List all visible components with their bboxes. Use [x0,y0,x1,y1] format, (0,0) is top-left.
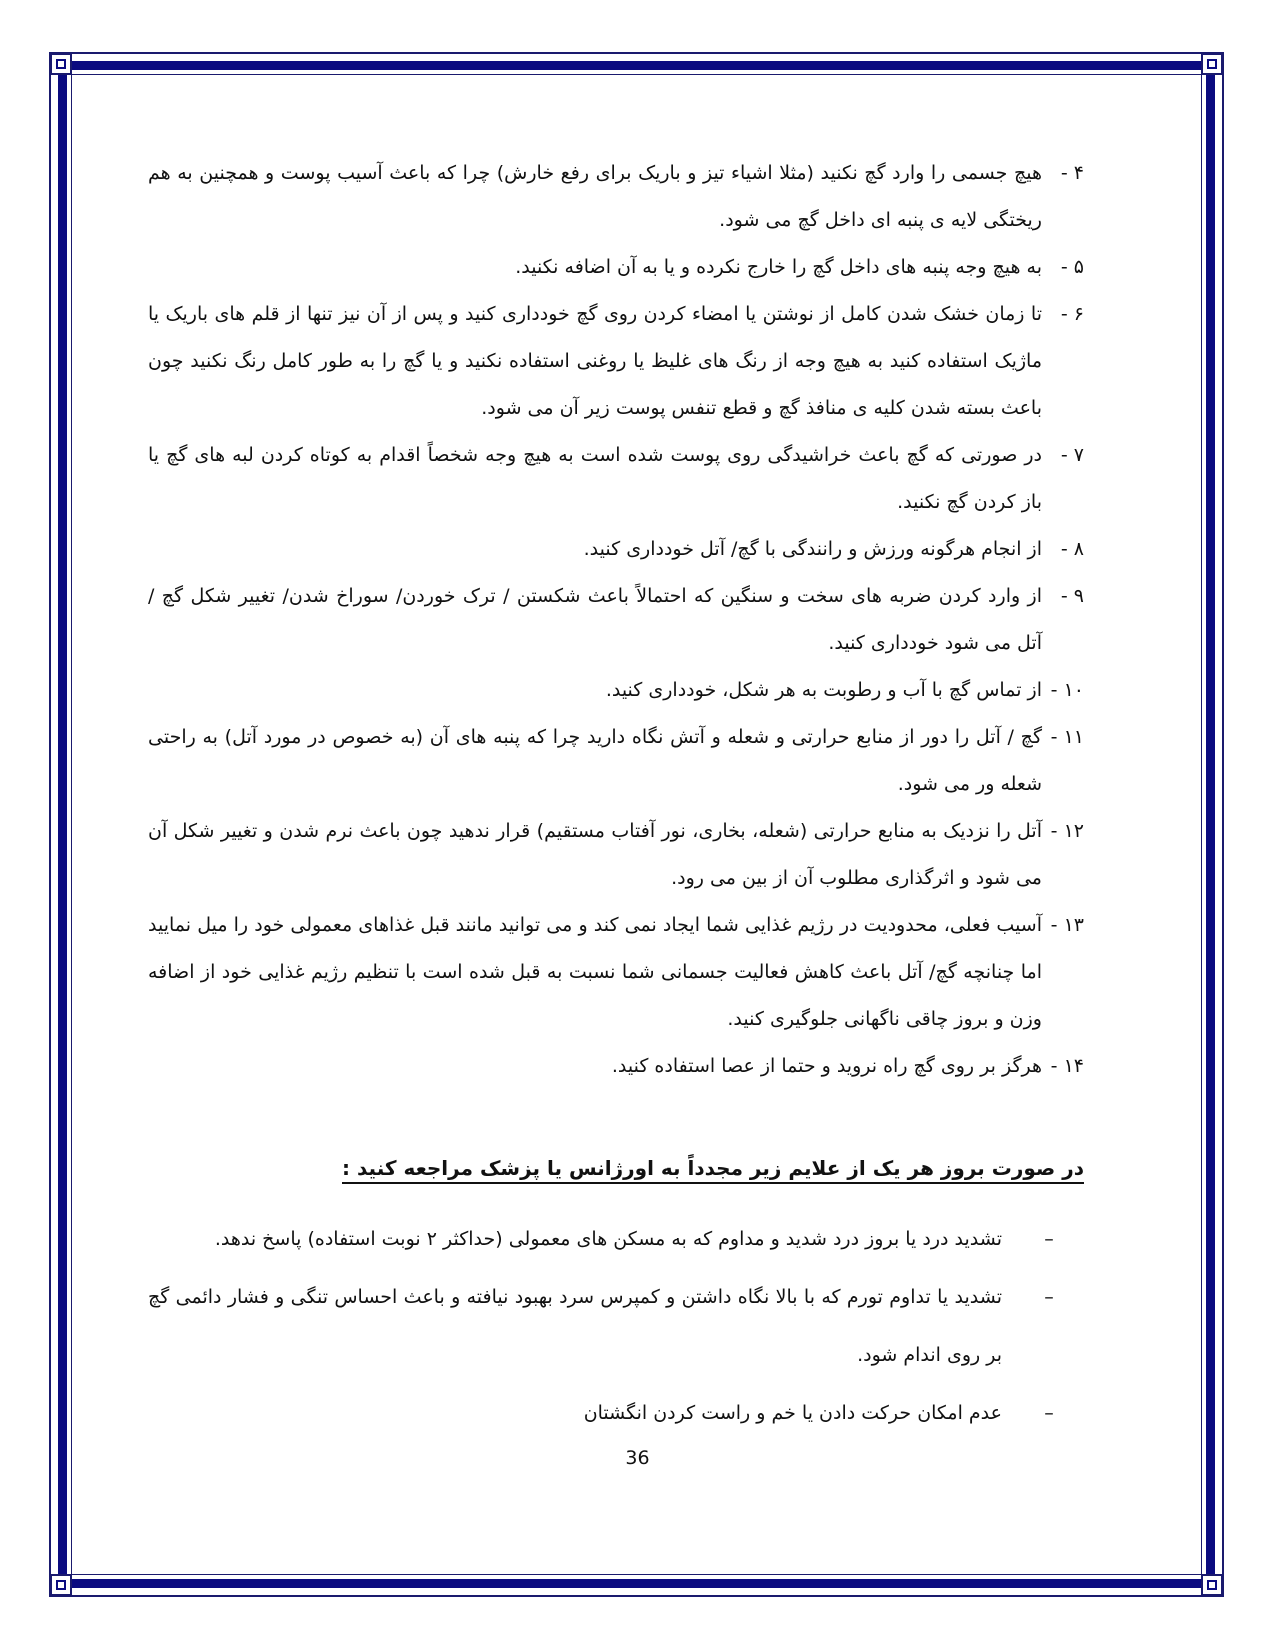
warning-heading-text: در صورت بروز هر یک از علایم زیر مجدداً به اورژانس یا پزشک مراجعه کنید : [342,1156,1084,1184]
item-text: از انجام هرگونه ورزش و رانندگی با گچ/ آتل خودداری کنید. [583,538,1042,560]
dash-bullet-icon: – [1044,1402,1054,1424]
page-number: 36 [625,1447,650,1469]
symptom-text: عدم امکان حرکت دادن یا خم و راست کردن انگشتان [583,1402,1002,1424]
instruction-item [148,808,1084,902]
corner-ornament-top-left [50,53,72,75]
item-number: ۱۲ - [1050,820,1084,842]
instruction-item [148,526,1084,573]
item-number: ۴ - [1060,162,1084,184]
instruction-item [148,1043,1084,1090]
item-text: هیچ جسمی را وارد گچ نکنید (مثلا اشیاء تیز و باریک برای رفع خارش) چرا که باعث آسیب پوست و همچنین به هم ریختگی لایه ی پنبه ای داخل گچ می شود. [148,162,1042,231]
dash-bullet-icon: – [1044,1228,1054,1250]
item-text: آتل را نزدیک به منابع حرارتی (شعله، بخاری، نور آفتاب مستقیم) قرار ندهید چون باعث نرم شدن و تغییر شکل آن می شود و اثرگذاری مطلوب آن از بین می رود. [148,820,1042,889]
item-text: آسیب فعلی، محدودیت در رژیم غذایی شما ایجاد نمی کند و می توانید مانند قبل غذاهای معمولی خود را میل نمایید اما چنانچه گچ/ آتل باعث کاهش فعالیت جسمانی شما نسبت به قبل شده است با تنظیم رژیم غذایی خود از اضافه وزن و بروز چاقی ناگهانی جلوگیری کنید. [148,914,1042,1030]
item-number: ۶ - [1060,303,1084,325]
instruction-item [148,714,1084,808]
symptom-item [148,1384,1084,1442]
item-number: ۱۳ - [1050,914,1084,936]
warning-heading [148,1148,1084,1188]
item-number: ۱۴ - [1050,1055,1084,1077]
item-text: در صورتی که گچ باعث خراشیدگی روی پوست شده است به هیچ وجه شخصاً اقدام به کوتاه کردن لبه های گچ یا باز کردن گچ نکنید. [148,444,1042,513]
symptom-text: تشدید درد یا بروز درد شدید و مداوم که به مسکن های معمولی (حداکثر ۲ نوبت استفاده) پاسخ ندهد. [214,1228,1002,1250]
document-body [148,150,1084,1442]
instruction-list [148,150,1084,1090]
item-number: ۹ - [1060,585,1084,607]
warning-symptom-list [148,1210,1084,1442]
instruction-item [148,244,1084,291]
corner-ornament-bottom-left [50,1574,72,1596]
item-text: به هیچ وجه پنبه های داخل گچ را خارج نکرده و یا به آن اضافه نکنید. [515,256,1042,278]
item-number: ۱۱ - [1050,726,1084,748]
instruction-item [148,150,1084,244]
item-number: ۷ - [1060,444,1084,466]
corner-ornament-bottom-right [1201,1574,1223,1596]
instruction-item [148,573,1084,667]
item-text: از تماس گچ با آب و رطوبت به هر شکل، خودداری کنید. [605,679,1042,701]
item-text: گچ / آتل را دور از منابع حرارتی و شعله و آتش نگاه دارید چرا که پنبه های آن (به خصوص در مورد آتل) به راحتی شعله ور می شود. [148,726,1042,795]
dash-bullet-icon: – [1044,1286,1054,1308]
symptom-text: تشدید یا تداوم تورم که با بالا نگاه داشتن و کمپرس سرد بهبود نیافته و باعث احساس تنگی و فشار دائمی گچ بر روی اندام شود. [148,1286,1002,1366]
item-text: از وارد کردن ضربه های سخت و سنگین که احتمالاً باعث شکستن / ترک خوردن/ سوراخ شدن/ تغییر شکل گچ / آتل می شود خودداری کنید. [148,585,1042,654]
item-number: ۵ - [1060,256,1084,278]
instruction-item [148,667,1084,714]
item-number: ۸ - [1060,538,1084,560]
item-text: هرگز بر روی گچ راه نروید و حتما از عصا استفاده کنید. [611,1055,1042,1077]
item-number: ۱۰ - [1050,679,1084,701]
corner-ornament-top-right [1201,53,1223,75]
instruction-item [148,291,1084,432]
item-text: تا زمان خشک شدن کامل از نوشتن یا امضاء کردن روی گچ خودداری کنید و پس از آن نیز تنها از قلم های باریک یا ماژیک استفاده کنید به هیچ وجه از رنگ های غلیظ یا روغنی استفاده نکنید و یا گچ را به طور کامل رنگ نکنید چون باعث بسته شدن کلیه ی منافذ گچ و قطع تنفس پوست زیر آن می شود. [148,303,1042,419]
instruction-item [148,902,1084,1043]
symptom-item [148,1210,1084,1268]
instruction-item [148,432,1084,526]
symptom-item [148,1268,1084,1384]
